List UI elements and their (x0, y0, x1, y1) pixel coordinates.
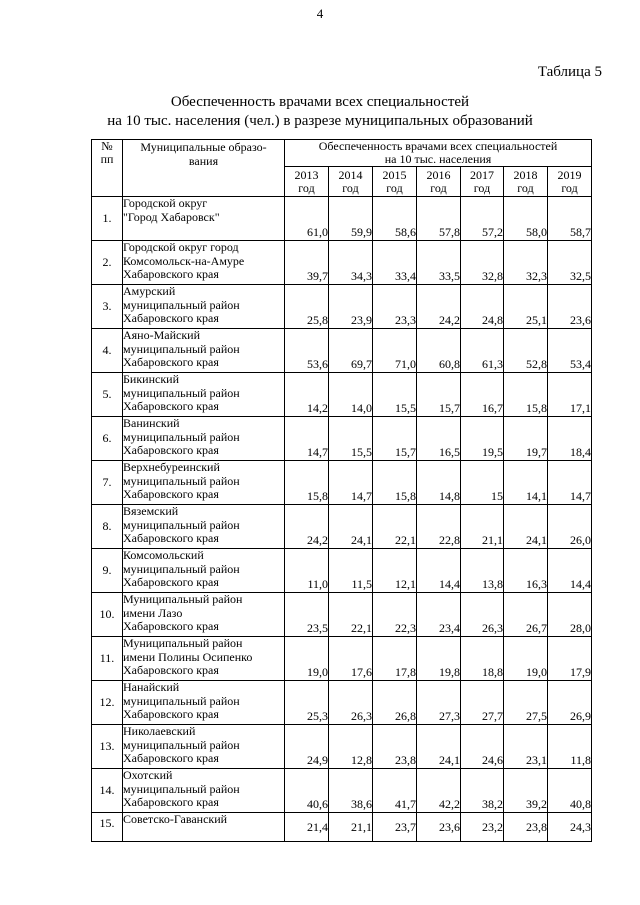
value-cell: 26,0 (548, 505, 592, 549)
value-cell: 40,6 (285, 769, 329, 813)
table-row (92, 241, 592, 285)
header-provision: Обеспеченность врачами всех специальностей на 10 тыс. населения (285, 140, 592, 167)
value-cell: 23,8 (373, 725, 417, 769)
municipality-name: Охотский муниципальный район Хабаровского края (123, 769, 285, 813)
table-title (0, 93, 640, 131)
value-cell: 28,0 (548, 593, 592, 637)
municipality-name: Муниципальный район имени Полины Осипенко Хабаровского края (123, 637, 285, 681)
value-cell: 32,3 (504, 241, 548, 285)
value-cell: 11,8 (548, 725, 592, 769)
value-cell: 14,1 (504, 461, 548, 505)
table-row (92, 417, 592, 461)
value-cell: 19,8 (417, 637, 461, 681)
value-cell: 21,4 (285, 813, 329, 842)
header-municipality: Муниципальные образо- вания (123, 140, 285, 197)
table-row (92, 329, 592, 373)
value-cell: 33,5 (417, 241, 461, 285)
value-cell: 24,1 (417, 725, 461, 769)
value-cell: 26,3 (461, 593, 504, 637)
value-cell: 17,1 (548, 373, 592, 417)
value-cell: 23,6 (417, 813, 461, 842)
row-number: 2. (92, 241, 123, 285)
municipality-name: Амурский муниципальный район Хабаровского края (123, 285, 285, 329)
value-cell: 32,5 (548, 241, 592, 285)
value-cell: 19,7 (504, 417, 548, 461)
header-year: 2019 год (548, 167, 592, 197)
value-cell: 32,8 (461, 241, 504, 285)
value-cell: 38,2 (461, 769, 504, 813)
value-cell: 53,4 (548, 329, 592, 373)
value-cell: 22,3 (373, 593, 417, 637)
title-line: Обеспеченность врачами всех специальностей (170, 94, 470, 110)
value-cell: 58,6 (373, 197, 417, 241)
value-cell: 23,1 (504, 725, 548, 769)
value-cell: 18,4 (548, 417, 592, 461)
row-number: 13. (92, 725, 123, 769)
municipality-name: Городской округ "Город Хабаровск" (123, 197, 285, 241)
value-cell: 12,1 (373, 549, 417, 593)
municipality-name: Вяземский муниципальный район Хабаровского края (123, 505, 285, 549)
value-cell: 15,8 (285, 461, 329, 505)
municipality-name: Советско-Гаванский (123, 813, 285, 842)
value-cell: 19,0 (285, 637, 329, 681)
value-cell: 13,8 (461, 549, 504, 593)
value-cell: 27,7 (461, 681, 504, 725)
row-number: 5. (92, 373, 123, 417)
row-number: 11. (92, 637, 123, 681)
value-cell: 14,4 (548, 549, 592, 593)
value-cell: 24,1 (504, 505, 548, 549)
value-cell: 14,2 (285, 373, 329, 417)
value-cell: 40,8 (548, 769, 592, 813)
value-cell: 69,7 (329, 329, 373, 373)
value-cell: 25,1 (504, 285, 548, 329)
value-cell: 23,6 (548, 285, 592, 329)
value-cell: 23,4 (417, 593, 461, 637)
table-row (92, 549, 592, 593)
row-number: 3. (92, 285, 123, 329)
value-cell: 17,9 (548, 637, 592, 681)
value-cell: 16,3 (504, 549, 548, 593)
table-row (92, 725, 592, 769)
value-cell: 24,3 (548, 813, 592, 842)
value-cell: 60,8 (417, 329, 461, 373)
value-cell: 23,2 (461, 813, 504, 842)
table-row (92, 681, 592, 725)
value-cell: 22,1 (329, 593, 373, 637)
table-row (92, 813, 592, 842)
value-cell: 24,1 (329, 505, 373, 549)
value-cell: 59,9 (329, 197, 373, 241)
value-cell: 25,3 (285, 681, 329, 725)
header-year: 2016 год (417, 167, 461, 197)
value-cell: 34,3 (329, 241, 373, 285)
table-row (92, 285, 592, 329)
row-number: 12. (92, 681, 123, 725)
value-cell: 17,8 (373, 637, 417, 681)
table-row (92, 461, 592, 505)
value-cell: 38,6 (329, 769, 373, 813)
value-cell: 24,8 (461, 285, 504, 329)
value-cell: 22,1 (373, 505, 417, 549)
row-number: 15. (92, 813, 123, 842)
row-number: 10. (92, 593, 123, 637)
value-cell: 12,8 (329, 725, 373, 769)
page-number: 4 (316, 6, 324, 21)
value-cell: 14,7 (285, 417, 329, 461)
table-label: Таблица 5 (537, 64, 602, 80)
value-cell: 16,5 (417, 417, 461, 461)
value-cell: 15,8 (373, 461, 417, 505)
value-cell: 21,1 (329, 813, 373, 842)
municipality-name: Бикинский муниципальный район Хабаровского края (123, 373, 285, 417)
row-number: 6. (92, 417, 123, 461)
row-number: 14. (92, 769, 123, 813)
value-cell: 11,5 (329, 549, 373, 593)
table-row (92, 593, 592, 637)
value-cell: 25,8 (285, 285, 329, 329)
header-year: 2013 год (285, 167, 329, 197)
value-cell: 24,6 (461, 725, 504, 769)
value-cell: 26,7 (504, 593, 548, 637)
value-cell: 42,2 (417, 769, 461, 813)
header-number: № пп (92, 140, 123, 197)
municipality-name: Городской округ город Комсомольск-на-Амуре Хабаровского края (123, 241, 285, 285)
municipality-name: Комсомольский муниципальный район Хабаровского края (123, 549, 285, 593)
value-cell: 41,7 (373, 769, 417, 813)
value-cell: 15,7 (373, 417, 417, 461)
value-cell: 22,8 (417, 505, 461, 549)
table-row (92, 769, 592, 813)
value-cell: 58,0 (504, 197, 548, 241)
header-year: 2015 год (373, 167, 417, 197)
value-cell: 23,3 (373, 285, 417, 329)
value-cell: 23,8 (504, 813, 548, 842)
municipality-name: Николаевский муниципальный район Хабаровского края (123, 725, 285, 769)
value-cell: 23,7 (373, 813, 417, 842)
value-cell: 57,2 (461, 197, 504, 241)
table-row (92, 637, 592, 681)
value-cell: 11,0 (285, 549, 329, 593)
title-line: на 10 тыс. населения (чел.) в разрезе муниципальных образований (107, 113, 533, 129)
value-cell: 23,5 (285, 593, 329, 637)
value-cell: 24,9 (285, 725, 329, 769)
value-cell: 14,7 (329, 461, 373, 505)
value-cell: 61,3 (461, 329, 504, 373)
row-number: 8. (92, 505, 123, 549)
value-cell: 15 (461, 461, 504, 505)
value-cell: 39,7 (285, 241, 329, 285)
table-row (92, 505, 592, 549)
value-cell: 27,3 (417, 681, 461, 725)
row-number: 7. (92, 461, 123, 505)
municipality-name: Муниципальный район имени Лазо Хабаровского края (123, 593, 285, 637)
value-cell: 16,7 (461, 373, 504, 417)
value-cell: 14,8 (417, 461, 461, 505)
value-cell: 15,5 (329, 417, 373, 461)
value-cell: 24,2 (417, 285, 461, 329)
table-row (92, 197, 592, 241)
value-cell: 33,4 (373, 241, 417, 285)
value-cell: 21,1 (461, 505, 504, 549)
row-number: 4. (92, 329, 123, 373)
value-cell: 18,8 (461, 637, 504, 681)
value-cell: 58,7 (548, 197, 592, 241)
municipality-name: Нанайский муниципальный район Хабаровского края (123, 681, 285, 725)
municipality-name: Аяно-Майский муниципальный район Хабаровского края (123, 329, 285, 373)
value-cell: 52,8 (504, 329, 548, 373)
value-cell: 15,7 (417, 373, 461, 417)
value-cell: 26,8 (373, 681, 417, 725)
value-cell: 71,0 (373, 329, 417, 373)
physicians-table (91, 139, 592, 842)
value-cell: 23,9 (329, 285, 373, 329)
municipality-name: Верхнебуреинский муниципальный район Хабаровского края (123, 461, 285, 505)
table-row (92, 373, 592, 417)
value-cell: 19,0 (504, 637, 548, 681)
row-number: 9. (92, 549, 123, 593)
value-cell: 57,8 (417, 197, 461, 241)
header-year: 2014 год (329, 167, 373, 197)
value-cell: 17,6 (329, 637, 373, 681)
header-year: 2017 год (461, 167, 504, 197)
value-cell: 26,9 (548, 681, 592, 725)
value-cell: 14,4 (417, 549, 461, 593)
value-cell: 14,0 (329, 373, 373, 417)
value-cell: 24,2 (285, 505, 329, 549)
value-cell: 19,5 (461, 417, 504, 461)
value-cell: 14,7 (548, 461, 592, 505)
value-cell: 53,6 (285, 329, 329, 373)
value-cell: 61,0 (285, 197, 329, 241)
value-cell: 27,5 (504, 681, 548, 725)
value-cell: 39,2 (504, 769, 548, 813)
municipality-name: Ванинский муниципальный район Хабаровского края (123, 417, 285, 461)
value-cell: 15,5 (373, 373, 417, 417)
value-cell: 26,3 (329, 681, 373, 725)
row-number: 1. (92, 197, 123, 241)
value-cell: 15,8 (504, 373, 548, 417)
header-year: 2018 год (504, 167, 548, 197)
